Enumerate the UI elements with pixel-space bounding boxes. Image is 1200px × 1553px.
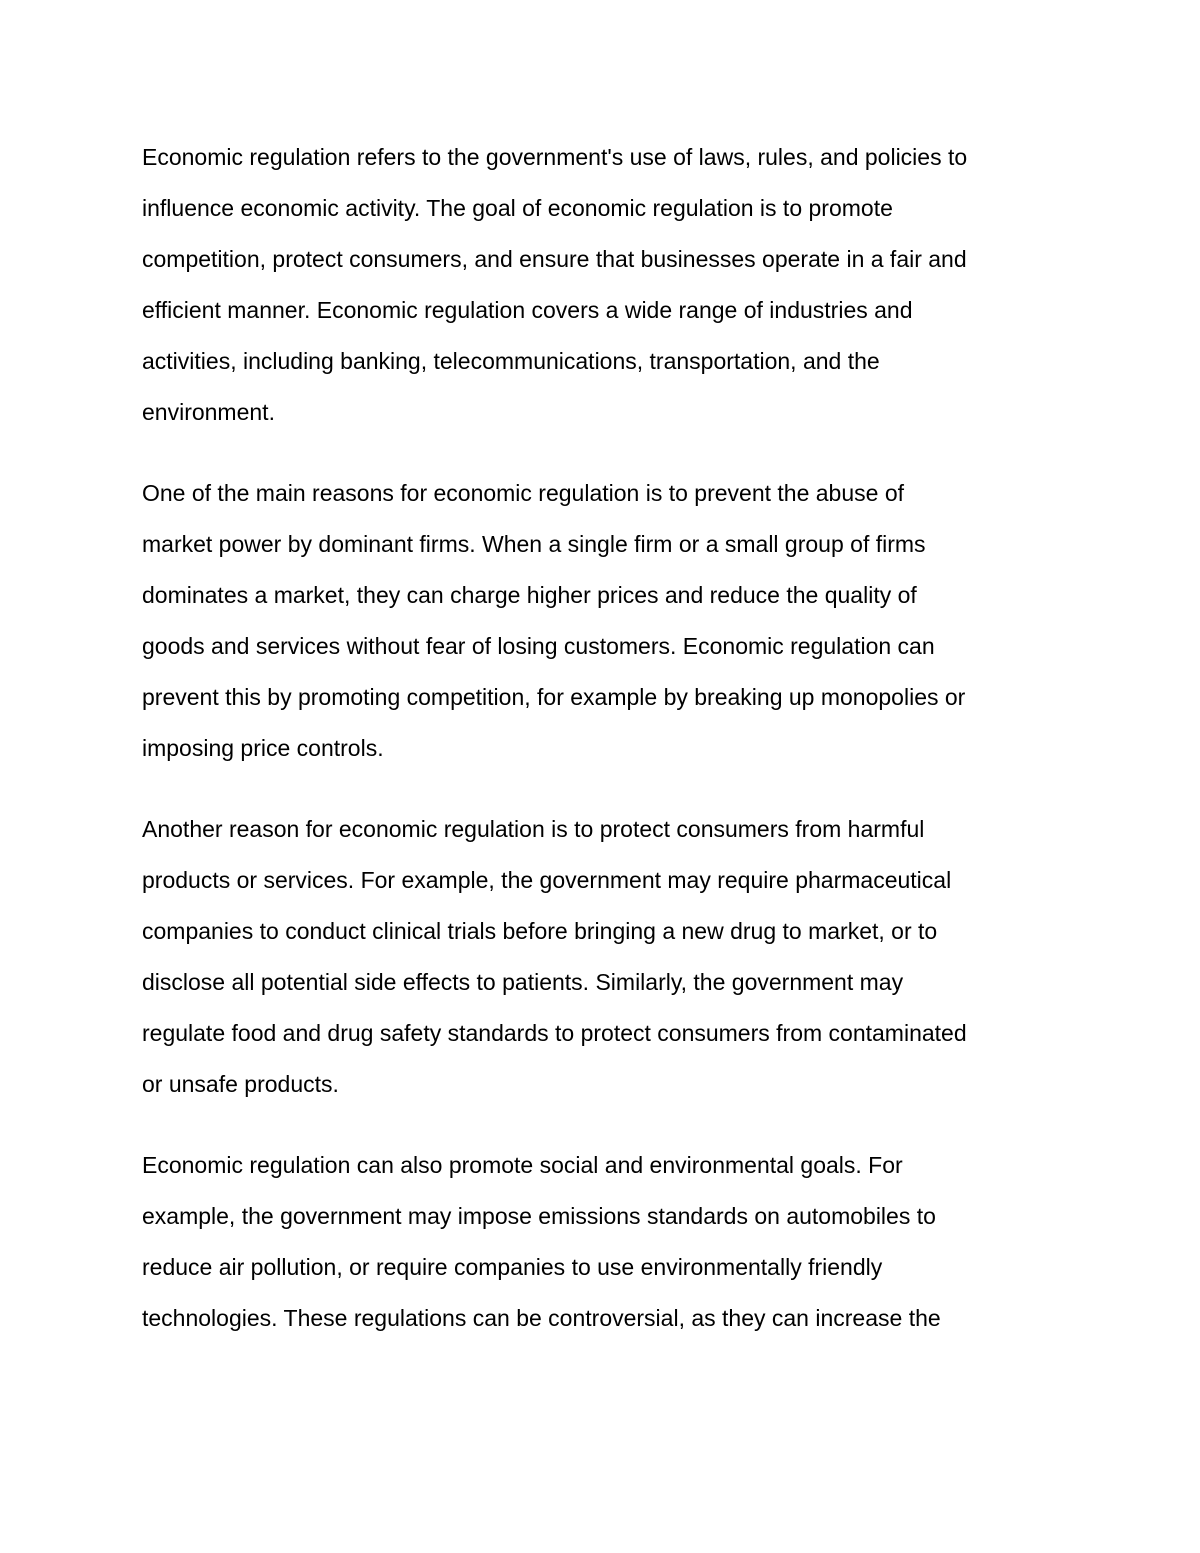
text-line: dominates a market, they can charge higher prices and reduce the quality of [142,582,917,608]
text-line: regulate food and drug safety standards to protect consumers from contaminated [142,1020,967,1046]
text-line: companies to conduct clinical trials before bringing a new drug to market, or to [142,918,938,944]
text-line: products or services. For example, the government may require pharmaceutical [142,867,952,893]
text-line: Economic regulation refers to the government's use of laws, rules, and policies to [142,144,968,170]
text-line: imposing price controls. [142,735,384,761]
text-line: environment. [142,399,275,425]
paragraph-consumer-protection [142,804,1067,1110]
text-line: Economic regulation can also promote social and environmental goals. For [142,1152,903,1178]
text-line: influence economic activity. The goal of economic regulation is to promote [142,195,893,221]
text-line: goods and services without fear of losing customers. Economic regulation can [142,633,935,659]
text-line: technologies. These regulations can be controversial, as they can increase the [142,1305,941,1331]
text-line: One of the main reasons for economic regulation is to prevent the abuse of [142,480,904,506]
text-line: efficient manner. Economic regulation covers a wide range of industries and [142,297,913,323]
text-line: competition, protect consumers, and ensure that businesses operate in a fair and [142,246,967,272]
text-line: market power by dominant firms. When a single firm or a small group of firms [142,531,926,557]
text-line: example, the government may impose emissions standards on automobiles to [142,1203,936,1229]
paragraph-market-power [142,468,1067,774]
text-line: Another reason for economic regulation is to protect consumers from harmful [142,816,925,842]
text-line: reduce air pollution, or require companies to use environmentally friendly [142,1254,883,1280]
paragraph-definition [142,132,1067,438]
paragraph-social-goals [142,1140,1067,1344]
text-line: activities, including banking, telecommunications, transportation, and the [142,348,880,374]
text-line: or unsafe products. [142,1071,339,1097]
text-line: disclose all potential side effects to patients. Similarly, the government may [142,969,904,995]
text-line: prevent this by promoting competition, for example by breaking up monopolies or [142,684,966,710]
document-body [142,132,1067,1374]
